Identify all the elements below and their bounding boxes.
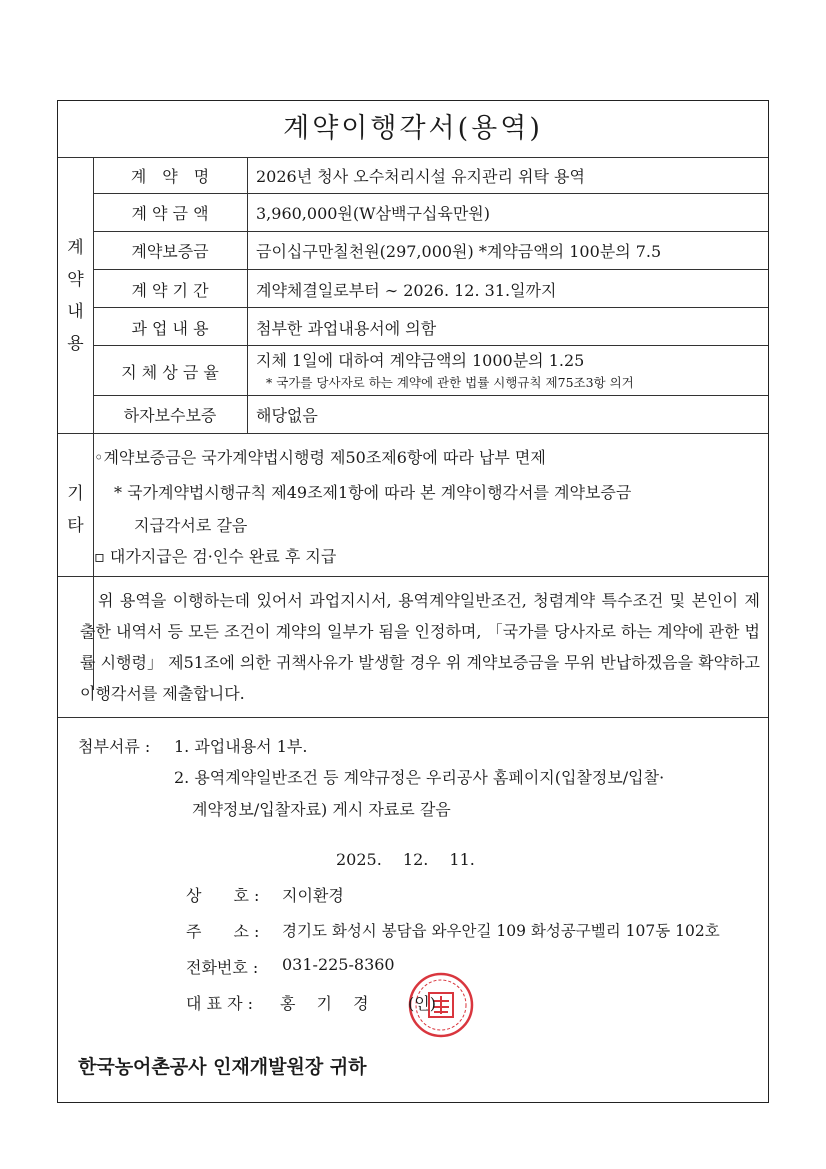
row-label-warranty: 하자보수보증 bbox=[123, 406, 217, 425]
company-name-label: 상 호 : bbox=[186, 886, 260, 905]
divider bbox=[93, 345, 768, 346]
row-label-delay-rate: 지 체 상 금 율 bbox=[121, 363, 219, 382]
company-ceo: 홍 기 경 bbox=[280, 994, 369, 1013]
divider bbox=[93, 269, 768, 270]
attachments-label: 첨부서류 : bbox=[78, 737, 151, 756]
document-title: 계약이행각서(용역) bbox=[283, 113, 543, 144]
row-value-period: 계약체결일로부터 ∼ 2026. 12. 31.일까지 bbox=[256, 281, 557, 300]
row-label-deposit: 계약보증금 bbox=[131, 242, 209, 261]
divider bbox=[93, 231, 768, 232]
row-value-contract-amount: 3,960,000원(W삼백구십육만원) bbox=[256, 204, 491, 223]
attachment-item-2-line-1: 2. 용역계약일반조건 등 계약규정은 우리공사 홈페이지(입찰정보/입찰· bbox=[174, 768, 665, 787]
etc-line-2: * 국가계약법시행규칙 제49조제1항에 따라 본 계약이행각서를 계약보증금 bbox=[114, 483, 632, 502]
row-value-warranty: 해당없음 bbox=[256, 406, 318, 425]
row-label-contract-name: 계 약 명 bbox=[130, 167, 210, 186]
divider bbox=[58, 717, 768, 718]
company-phone: 031-225-8360 bbox=[282, 955, 395, 974]
row-note-delay-rate: * 국가를 당사자로 하는 계약에 관한 법률 시행규칙 제75조3항 의거 bbox=[266, 375, 634, 390]
company-address: 경기도 화성시 봉담읍 와우안길 109 화성공구벨리 107동 102호 bbox=[282, 922, 720, 940]
contract-section-label-4: 용 bbox=[67, 334, 84, 354]
attachment-item-1: 1. 과업내용서 1부. bbox=[174, 737, 308, 756]
company-name: 지이환경 bbox=[282, 886, 344, 905]
row-label-task: 과 업 내 용 bbox=[131, 319, 209, 338]
document-date: 2025. 12. 11. bbox=[336, 850, 475, 869]
etc-label-1: 기 bbox=[67, 484, 84, 504]
document-frame bbox=[57, 100, 769, 1103]
divider bbox=[93, 307, 768, 308]
row-label-contract-amount: 계 약 금 액 bbox=[131, 204, 209, 223]
company-address-label: 주 소 : bbox=[186, 922, 260, 941]
etc-line-4: ▫ 대가지급은 검·인수 완료 후 지급 bbox=[94, 547, 337, 566]
divider bbox=[93, 395, 768, 396]
etc-label-2: 타 bbox=[67, 516, 84, 536]
row-value-deposit: 금이십구만칠천원(297,000원) *계약금액의 100분의 7.5 bbox=[256, 242, 662, 261]
attachment-item-2-line-2: 계약정보/입찰자료) 게시 자료로 갈음 bbox=[192, 800, 451, 819]
divider bbox=[58, 576, 768, 577]
addressee: 한국농어촌공사 인재개발원장 귀하 bbox=[78, 1056, 367, 1078]
row-value-task: 첨부한 과업내용서에 의함 bbox=[256, 319, 437, 338]
etc-line-1: ◦계약보증금은 국가계약법시행령 제50조제6항에 따라 납부 면제 bbox=[94, 448, 546, 467]
divider bbox=[247, 157, 248, 433]
row-value-delay-rate: 지체 1일에 대하여 계약금액의 1000분의 1.25 bbox=[256, 351, 585, 370]
contract-section-label-3: 내 bbox=[67, 302, 84, 322]
pledge-paragraph: 위 용역을 이행하는데 있어서 과업지시서, 용역계약일반조건, 청렴계약 특수조건 및 본인이 제출한 내역서 등 모든 조건이 계약의 일부가 됨을 인정하며, 「국가를 당사자로 하는 계약에 관한 법률 시행령」 제51조에 의한 귀책사유가 발생할 경우 위 계약보증금을 무위 반납하겠음을 확약하고 이행각서를 제출합니다. bbox=[80, 591, 760, 703]
row-label-period: 계 약 기 간 bbox=[131, 281, 209, 300]
divider bbox=[58, 157, 768, 158]
contract-section-label-1: 계 bbox=[67, 238, 84, 258]
divider bbox=[58, 433, 768, 434]
company-ceo-label: 대 표 자 : bbox=[186, 994, 254, 1013]
seal-mark: (인) bbox=[408, 994, 436, 1013]
etc-line-3: 지급각서로 갈음 bbox=[134, 516, 248, 535]
row-value-contract-name: 2026년 청사 오수처리시설 유지관리 위탁 용역 bbox=[256, 167, 585, 186]
divider bbox=[93, 193, 768, 194]
contract-section-label-2: 약 bbox=[67, 270, 84, 290]
company-phone-label: 전화번호 : bbox=[186, 958, 259, 977]
